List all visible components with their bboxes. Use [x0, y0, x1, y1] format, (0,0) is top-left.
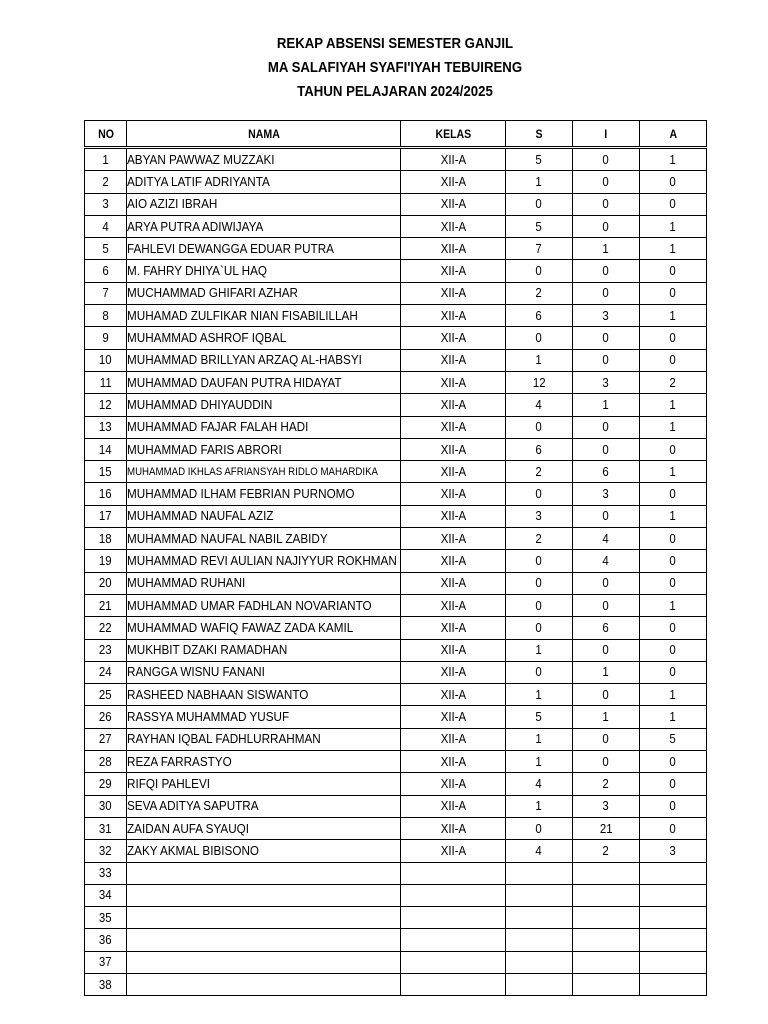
cell-nama	[127, 951, 401, 973]
cell-kelas: XII-A	[401, 327, 506, 349]
cell-kelas: XII-A	[401, 840, 506, 862]
cell-nama: MUHAMMAD ILHAM FEBRIAN PURNOMO	[127, 483, 401, 505]
cell-nama: AIO AZIZI IBRAH	[127, 193, 401, 215]
cell-nama: MUHAMMAD ASHROF IQBAL	[127, 327, 401, 349]
table-row	[85, 483, 707, 505]
cell-a: 1	[640, 684, 707, 706]
cell-i: 2	[573, 773, 640, 795]
cell-no: 4	[85, 215, 127, 237]
cell-i: 0	[573, 349, 640, 371]
cell-a: 0	[640, 773, 707, 795]
header-row	[85, 121, 707, 148]
cell-kelas: XII-A	[401, 706, 506, 728]
cell-s: 1	[506, 684, 573, 706]
cell-no: 6	[85, 260, 127, 282]
cell-a: 1	[640, 594, 707, 616]
cell-nama	[127, 929, 401, 951]
cell-kelas: XII-A	[401, 639, 506, 661]
cell-no: 16	[85, 483, 127, 505]
cell-no: 28	[85, 751, 127, 773]
cell-nama: MUHAMMAD FARIS ABRORI	[127, 438, 401, 460]
cell-s: 0	[506, 661, 573, 683]
cell-i: 0	[573, 438, 640, 460]
cell-i: 6	[573, 617, 640, 639]
cell-kelas: XII-A	[401, 371, 506, 393]
table-body	[85, 148, 707, 996]
cell-s: 0	[506, 483, 573, 505]
table-row	[85, 416, 707, 438]
cell-s: 4	[506, 773, 573, 795]
table-row	[85, 171, 707, 193]
cell-i	[573, 973, 640, 995]
cell-no: 8	[85, 305, 127, 327]
cell-nama: FAHLEVI DEWANGGA EDUAR PUTRA	[127, 238, 401, 260]
cell-s: 0	[506, 594, 573, 616]
cell-nama: MUHAMMAD NAUFAL AZIZ	[127, 505, 401, 527]
table-row	[85, 751, 707, 773]
cell-i: 0	[573, 572, 640, 594]
cell-nama: MUHAMMAD RUHANI	[127, 572, 401, 594]
table-row	[85, 461, 707, 483]
cell-i: 0	[573, 148, 640, 171]
table-row	[85, 907, 707, 929]
cell-no: 10	[85, 349, 127, 371]
cell-s: 0	[506, 617, 573, 639]
cell-no: 34	[85, 884, 127, 906]
cell-kelas: XII-A	[401, 572, 506, 594]
cell-a: 0	[640, 572, 707, 594]
cell-i: 0	[573, 505, 640, 527]
cell-nama	[127, 907, 401, 929]
cell-a: 0	[640, 528, 707, 550]
cell-i: 4	[573, 528, 640, 550]
cell-no: 5	[85, 238, 127, 260]
cell-no: 24	[85, 661, 127, 683]
cell-no: 37	[85, 951, 127, 973]
cell-nama: ARYA PUTRA ADIWIJAYA	[127, 215, 401, 237]
cell-no: 32	[85, 840, 127, 862]
title-line-2: MA SALAFIYAH SYAFI'IYAH TEBUIRENG	[267, 59, 523, 76]
title-line-3: TAHUN PELAJARAN 2024/2025	[297, 83, 493, 100]
table-row	[85, 795, 707, 817]
document-header	[0, 32, 768, 104]
cell-a: 1	[640, 305, 707, 327]
table-row	[85, 528, 707, 550]
cell-nama: MUHAMAD ZULFIKAR NIAN FISABILILLAH	[127, 305, 401, 327]
cell-no: 19	[85, 550, 127, 572]
cell-kelas: XII-A	[401, 171, 506, 193]
table-row	[85, 594, 707, 616]
table-row	[85, 438, 707, 460]
cell-a: 0	[640, 483, 707, 505]
cell-no: 18	[85, 528, 127, 550]
cell-nama: MUHAMMAD IKHLAS AFRIANSYAH RIDLO MAHARDIKA	[127, 461, 401, 483]
col-header-a: A	[640, 121, 707, 148]
cell-a: 0	[640, 282, 707, 304]
cell-s: 2	[506, 461, 573, 483]
table-row	[85, 661, 707, 683]
cell-kelas: XII-A	[401, 438, 506, 460]
table-row	[85, 394, 707, 416]
cell-s	[506, 973, 573, 995]
cell-a: 0	[640, 327, 707, 349]
cell-a: 1	[640, 706, 707, 728]
cell-s	[506, 862, 573, 884]
cell-no: 23	[85, 639, 127, 661]
table-row	[85, 639, 707, 661]
cell-nama: ZAIDAN AUFA SYAUQI	[127, 817, 401, 839]
cell-s: 1	[506, 751, 573, 773]
cell-i: 0	[573, 751, 640, 773]
col-header-s: S	[506, 121, 573, 148]
cell-i: 1	[573, 238, 640, 260]
cell-no: 33	[85, 862, 127, 884]
cell-kelas: XII-A	[401, 238, 506, 260]
cell-s: 7	[506, 238, 573, 260]
col-header-kelas: KELAS	[401, 121, 506, 148]
cell-nama: MUKHBIT DZAKI RAMADHAN	[127, 639, 401, 661]
cell-kelas: XII-A	[401, 416, 506, 438]
cell-i: 0	[573, 282, 640, 304]
cell-a	[640, 862, 707, 884]
cell-i: 3	[573, 483, 640, 505]
cell-nama: SEVA ADITYA SAPUTRA	[127, 795, 401, 817]
cell-no: 11	[85, 371, 127, 393]
cell-no: 29	[85, 773, 127, 795]
attendance-table	[84, 120, 707, 996]
cell-s: 1	[506, 349, 573, 371]
cell-kelas	[401, 929, 506, 951]
cell-i: 0	[573, 728, 640, 750]
cell-nama	[127, 973, 401, 995]
cell-i: 0	[573, 327, 640, 349]
cell-kelas: XII-A	[401, 215, 506, 237]
cell-s: 4	[506, 394, 573, 416]
table-row	[85, 505, 707, 527]
cell-no: 35	[85, 907, 127, 929]
cell-nama: MUHAMMAD UMAR FADHLAN NOVARIANTO	[127, 594, 401, 616]
cell-no: 38	[85, 973, 127, 995]
table-row	[85, 929, 707, 951]
cell-a: 0	[640, 171, 707, 193]
cell-i: 0	[573, 416, 640, 438]
cell-a: 5	[640, 728, 707, 750]
cell-s: 5	[506, 215, 573, 237]
cell-kelas: XII-A	[401, 394, 506, 416]
cell-nama: RIFQI PAHLEVI	[127, 773, 401, 795]
cell-kelas: XII-A	[401, 282, 506, 304]
table-row	[85, 684, 707, 706]
cell-no: 2	[85, 171, 127, 193]
table-row	[85, 550, 707, 572]
cell-s	[506, 884, 573, 906]
cell-kelas: XII-A	[401, 483, 506, 505]
table-row	[85, 282, 707, 304]
cell-kelas: XII-A	[401, 617, 506, 639]
table-row	[85, 305, 707, 327]
cell-no: 22	[85, 617, 127, 639]
cell-s: 1	[506, 795, 573, 817]
cell-a: 1	[640, 505, 707, 527]
cell-s: 1	[506, 639, 573, 661]
cell-no: 20	[85, 572, 127, 594]
cell-kelas: XII-A	[401, 193, 506, 215]
cell-nama: RANGGA WISNU FANANI	[127, 661, 401, 683]
cell-s: 5	[506, 148, 573, 171]
table-row	[85, 617, 707, 639]
cell-i: 1	[573, 706, 640, 728]
cell-a: 0	[640, 260, 707, 282]
cell-no: 21	[85, 594, 127, 616]
table-row	[85, 884, 707, 906]
cell-s	[506, 907, 573, 929]
cell-a: 0	[640, 193, 707, 215]
cell-a: 0	[640, 661, 707, 683]
cell-nama: MUHAMMAD DAUFAN PUTRA HIDAYAT	[127, 371, 401, 393]
table-row	[85, 238, 707, 260]
cell-nama: MUHAMMAD FAJAR FALAH HADI	[127, 416, 401, 438]
table-row	[85, 371, 707, 393]
cell-no: 9	[85, 327, 127, 349]
table-header	[85, 121, 707, 148]
cell-a: 0	[640, 617, 707, 639]
cell-s: 0	[506, 327, 573, 349]
cell-i	[573, 929, 640, 951]
cell-s: 6	[506, 438, 573, 460]
cell-kelas: XII-A	[401, 817, 506, 839]
cell-no: 14	[85, 438, 127, 460]
cell-kelas: XII-A	[401, 684, 506, 706]
cell-nama: MUHAMMAD DHIYAUDDIN	[127, 394, 401, 416]
cell-s: 6	[506, 305, 573, 327]
table-row	[85, 148, 707, 171]
cell-kelas: XII-A	[401, 349, 506, 371]
cell-s: 0	[506, 550, 573, 572]
table-row	[85, 817, 707, 839]
cell-nama: MUHAMMAD BRILLYAN ARZAQ AL-HABSYI	[127, 349, 401, 371]
table-row	[85, 572, 707, 594]
cell-i: 3	[573, 371, 640, 393]
cell-kelas: XII-A	[401, 795, 506, 817]
table-row	[85, 260, 707, 282]
cell-nama	[127, 862, 401, 884]
table-row	[85, 215, 707, 237]
cell-no: 17	[85, 505, 127, 527]
cell-kelas	[401, 973, 506, 995]
cell-no: 25	[85, 684, 127, 706]
cell-s: 12	[506, 371, 573, 393]
cell-i	[573, 907, 640, 929]
cell-s: 0	[506, 817, 573, 839]
cell-kelas: XII-A	[401, 594, 506, 616]
cell-s: 1	[506, 728, 573, 750]
col-header-nama: NAMA	[127, 121, 401, 148]
cell-a	[640, 951, 707, 973]
cell-i: 3	[573, 305, 640, 327]
cell-a: 0	[640, 550, 707, 572]
table-row	[85, 728, 707, 750]
cell-no: 31	[85, 817, 127, 839]
table-row	[85, 951, 707, 973]
cell-i: 4	[573, 550, 640, 572]
cell-i: 2	[573, 840, 640, 862]
cell-a: 0	[640, 438, 707, 460]
cell-kelas: XII-A	[401, 751, 506, 773]
cell-kelas: XII-A	[401, 661, 506, 683]
cell-a	[640, 907, 707, 929]
cell-s: 0	[506, 416, 573, 438]
cell-s	[506, 951, 573, 973]
cell-a: 1	[640, 238, 707, 260]
cell-nama: REZA FARRASTYO	[127, 751, 401, 773]
cell-nama: RASSYA MUHAMMAD YUSUF	[127, 706, 401, 728]
cell-i: 21	[573, 817, 640, 839]
cell-a: 1	[640, 461, 707, 483]
cell-s: 1	[506, 171, 573, 193]
cell-i: 1	[573, 661, 640, 683]
cell-s: 5	[506, 706, 573, 728]
cell-i	[573, 884, 640, 906]
cell-no: 15	[85, 461, 127, 483]
cell-kelas: XII-A	[401, 305, 506, 327]
table-row	[85, 862, 707, 884]
table-row	[85, 973, 707, 995]
table-row	[85, 327, 707, 349]
cell-a: 1	[640, 394, 707, 416]
cell-i: 0	[573, 193, 640, 215]
cell-i: 0	[573, 171, 640, 193]
cell-no: 3	[85, 193, 127, 215]
cell-nama: ADITYA LATIF ADRIYANTA	[127, 171, 401, 193]
cell-s: 0	[506, 260, 573, 282]
title-line-1: REKAP ABSENSI SEMESTER GANJIL	[276, 35, 514, 52]
cell-no: 36	[85, 929, 127, 951]
cell-no: 13	[85, 416, 127, 438]
table-row	[85, 349, 707, 371]
cell-kelas	[401, 907, 506, 929]
cell-s: 4	[506, 840, 573, 862]
cell-i: 0	[573, 639, 640, 661]
cell-s: 2	[506, 282, 573, 304]
cell-kelas: XII-A	[401, 773, 506, 795]
col-header-i: I	[573, 121, 640, 148]
cell-no: 12	[85, 394, 127, 416]
cell-s: 2	[506, 528, 573, 550]
cell-nama: ABYAN PAWWAZ MUZZAKI	[127, 148, 401, 171]
cell-i: 0	[573, 260, 640, 282]
cell-kelas: XII-A	[401, 260, 506, 282]
cell-i: 1	[573, 394, 640, 416]
cell-a: 0	[640, 349, 707, 371]
cell-no: 7	[85, 282, 127, 304]
cell-nama: M. FAHRY DHIYA`UL HAQ	[127, 260, 401, 282]
cell-nama: MUCHAMMAD GHIFARI AZHAR	[127, 282, 401, 304]
cell-kelas: XII-A	[401, 461, 506, 483]
table-row	[85, 773, 707, 795]
cell-nama: RAYHAN IQBAL FADHLURRAHMAN	[127, 728, 401, 750]
cell-s: 0	[506, 572, 573, 594]
cell-no: 26	[85, 706, 127, 728]
cell-nama	[127, 884, 401, 906]
cell-s	[506, 929, 573, 951]
cell-no: 27	[85, 728, 127, 750]
cell-kelas: XII-A	[401, 728, 506, 750]
cell-a: 0	[640, 795, 707, 817]
cell-kelas: XII-A	[401, 550, 506, 572]
cell-a: 1	[640, 416, 707, 438]
cell-a: 1	[640, 148, 707, 171]
cell-i: 6	[573, 461, 640, 483]
cell-i	[573, 951, 640, 973]
table-row	[85, 193, 707, 215]
cell-a	[640, 884, 707, 906]
cell-a: 1	[640, 215, 707, 237]
cell-nama: MUHAMMAD WAFIQ FAWAZ ZADA KAMIL	[127, 617, 401, 639]
cell-a	[640, 929, 707, 951]
cell-kelas: XII-A	[401, 528, 506, 550]
cell-a: 0	[640, 751, 707, 773]
col-header-no: NO	[85, 121, 127, 148]
cell-nama: ZAKY AKMAL BIBISONO	[127, 840, 401, 862]
table-row	[85, 840, 707, 862]
cell-s: 3	[506, 505, 573, 527]
cell-nama: RASHEED NABHAAN SISWANTO	[127, 684, 401, 706]
cell-nama: MUHAMMAD NAUFAL NABIL ZABIDY	[127, 528, 401, 550]
cell-kelas: XII-A	[401, 505, 506, 527]
table-row	[85, 706, 707, 728]
cell-nama: MUHAMMAD REVI AULIAN NAJIYYUR ROKHMAN	[127, 550, 401, 572]
cell-i: 0	[573, 684, 640, 706]
cell-kelas	[401, 951, 506, 973]
cell-i: 0	[573, 215, 640, 237]
cell-a: 0	[640, 639, 707, 661]
cell-kelas	[401, 862, 506, 884]
cell-a: 2	[640, 371, 707, 393]
cell-no: 1	[85, 148, 127, 171]
cell-kelas: XII-A	[401, 148, 506, 171]
cell-i: 3	[573, 795, 640, 817]
cell-a: 0	[640, 817, 707, 839]
cell-a: 3	[640, 840, 707, 862]
cell-i: 0	[573, 594, 640, 616]
cell-kelas	[401, 884, 506, 906]
cell-s: 0	[506, 193, 573, 215]
cell-no: 30	[85, 795, 127, 817]
cell-a	[640, 973, 707, 995]
cell-i	[573, 862, 640, 884]
